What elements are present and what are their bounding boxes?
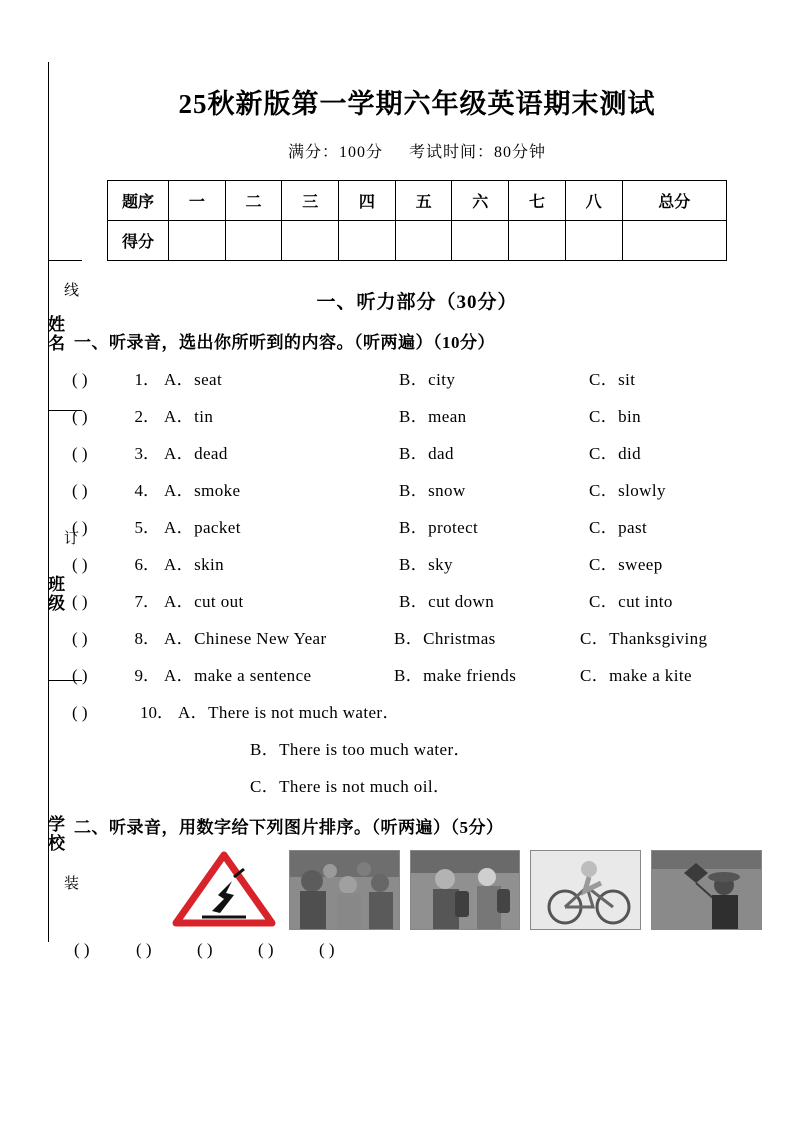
option-a: A．cut out [164, 592, 244, 611]
option-c: C．did [589, 444, 642, 463]
score-cell-1[interactable] [225, 221, 282, 261]
item-number: 4． [134, 481, 160, 500]
list-item [72, 439, 762, 464]
answer-blank[interactable]: ( ) [72, 592, 88, 611]
option-c: C．past [589, 518, 648, 537]
score-col-3: 四 [339, 181, 396, 221]
score-col-1: 二 [225, 181, 282, 221]
score-col-5: 六 [452, 181, 509, 221]
person-with-kite-photo [651, 850, 762, 930]
item-number: 7． [134, 592, 160, 611]
margin-school-label: 学校 [45, 815, 64, 853]
answer-blank[interactable]: ( ) [72, 407, 88, 426]
score-col-8: 总分 [622, 181, 727, 221]
child-riding-bicycle-photo [530, 850, 641, 930]
score-table [107, 180, 727, 261]
list-item [72, 698, 762, 723]
score-col-7: 八 [565, 181, 622, 221]
answer-blank[interactable]: ( ) [72, 518, 88, 537]
list-item [72, 402, 762, 427]
score-cell-7[interactable] [565, 221, 622, 261]
list-item [72, 476, 762, 501]
list-item [72, 550, 762, 575]
score-col-4: 五 [395, 181, 452, 221]
picture-row [170, 850, 762, 930]
item-number: 1． [134, 370, 160, 389]
answer-blank-3[interactable]: ( ) [197, 940, 213, 959]
score-cell-4[interactable] [395, 221, 452, 261]
section-title-listening: 一、听力部分（30分） [316, 292, 518, 313]
table-row [108, 221, 727, 261]
option-a: A．make a sentence [164, 666, 312, 685]
full-marks-text: 满分：100分 [287, 144, 383, 161]
score-cell-0[interactable] [169, 221, 226, 261]
list-item [72, 624, 762, 649]
option-c: C．There is not much oil． [250, 777, 451, 796]
question-1-heading: 一、听录音，选出你所听到的内容。（听两遍）（10分） [74, 333, 495, 352]
answer-blank-2[interactable]: ( ) [136, 940, 152, 959]
option-c: C．Thanksgiving [580, 629, 708, 648]
option-a: A．seat [164, 370, 223, 389]
item-number: 5． [134, 518, 160, 537]
exam-paper [72, 0, 762, 1122]
option-b: B．Christmas [394, 629, 496, 648]
margin-class-label: 班级 [45, 575, 64, 613]
item-number: 6． [134, 555, 160, 574]
crowded-people-photo [289, 850, 400, 930]
score-cell-5[interactable] [452, 221, 509, 261]
list-item [72, 587, 762, 612]
option-b: B．city [399, 370, 456, 389]
score-table-row-label-0: 题序 [108, 181, 169, 221]
answer-blank-1[interactable]: ( ) [74, 940, 90, 959]
list-item [72, 365, 762, 390]
option-a: A．dead [164, 444, 228, 463]
answer-blank[interactable]: ( ) [72, 370, 88, 389]
option-b: B．snow [399, 481, 466, 500]
item-number: 2． [134, 407, 160, 426]
score-cell-6[interactable] [509, 221, 566, 261]
option-b: B．mean [399, 407, 467, 426]
option-b: B．There is too much water． [250, 740, 471, 759]
score-col-2: 三 [282, 181, 339, 221]
exam-info [72, 139, 762, 162]
answer-blank-4[interactable]: ( ) [258, 940, 274, 959]
answer-blank[interactable]: ( ) [72, 444, 88, 463]
option-c: C．cut into [589, 592, 673, 611]
option-c: C．bin [589, 407, 642, 426]
option-a: A．packet [164, 518, 241, 537]
page-title: 25秋新版第一学期六年级英语期末测试 [178, 89, 656, 119]
item-number: 10． [140, 703, 174, 722]
score-cell-8[interactable] [622, 221, 727, 261]
option-b: B．dad [399, 444, 454, 463]
warning-electric-shock-sign [170, 850, 279, 928]
option-a: A．smoke [164, 481, 241, 500]
list-item [72, 661, 762, 686]
answer-blank[interactable]: ( ) [72, 555, 88, 574]
score-cell-2[interactable] [282, 221, 339, 261]
children-with-backpacks-photo [410, 850, 521, 930]
option-a: A．tin [164, 407, 214, 426]
margin-bind-label: 订 [62, 530, 78, 547]
answer-blank[interactable]: ( ) [72, 666, 88, 685]
option-a: A．skin [164, 555, 225, 574]
answer-blank[interactable]: ( ) [72, 703, 88, 722]
score-col-0: 一 [169, 181, 226, 221]
exam-time-text: 考试时间：80分钟 [409, 144, 547, 161]
option-c: C．make a kite [580, 666, 692, 685]
question-2-heading: 二、听录音，用数字给下列图片排序。（听两遍）（5分） [74, 818, 504, 837]
table-row-header [108, 181, 727, 221]
picture-answer-blanks [74, 940, 762, 960]
margin-line-label: 线 [62, 282, 78, 299]
option-b: B．sky [399, 555, 453, 574]
option-b: B．protect [399, 518, 479, 537]
option-a: A．There is not much water． [178, 703, 400, 722]
margin-seal-label: 装 [62, 875, 78, 892]
list-item [72, 513, 762, 538]
item-number: 8． [134, 629, 160, 648]
answer-blank-5[interactable]: ( ) [319, 940, 335, 959]
score-cell-3[interactable] [339, 221, 396, 261]
answer-blank[interactable]: ( ) [72, 481, 88, 500]
option-c: C．slowly [589, 481, 666, 500]
option-c: C．sweep [589, 555, 663, 574]
margin-name-label: 姓名 [45, 315, 64, 353]
score-col-6: 七 [509, 181, 566, 221]
option-b: B．cut down [399, 592, 495, 611]
item-number: 9． [134, 666, 160, 685]
answer-blank[interactable]: ( ) [72, 629, 88, 648]
item-number: 3． [134, 444, 160, 463]
option-a: A．Chinese New Year [164, 629, 327, 648]
score-table-row-label-1: 得分 [108, 221, 169, 261]
option-c: C．sit [589, 370, 636, 389]
option-b: B．make friends [394, 666, 517, 685]
